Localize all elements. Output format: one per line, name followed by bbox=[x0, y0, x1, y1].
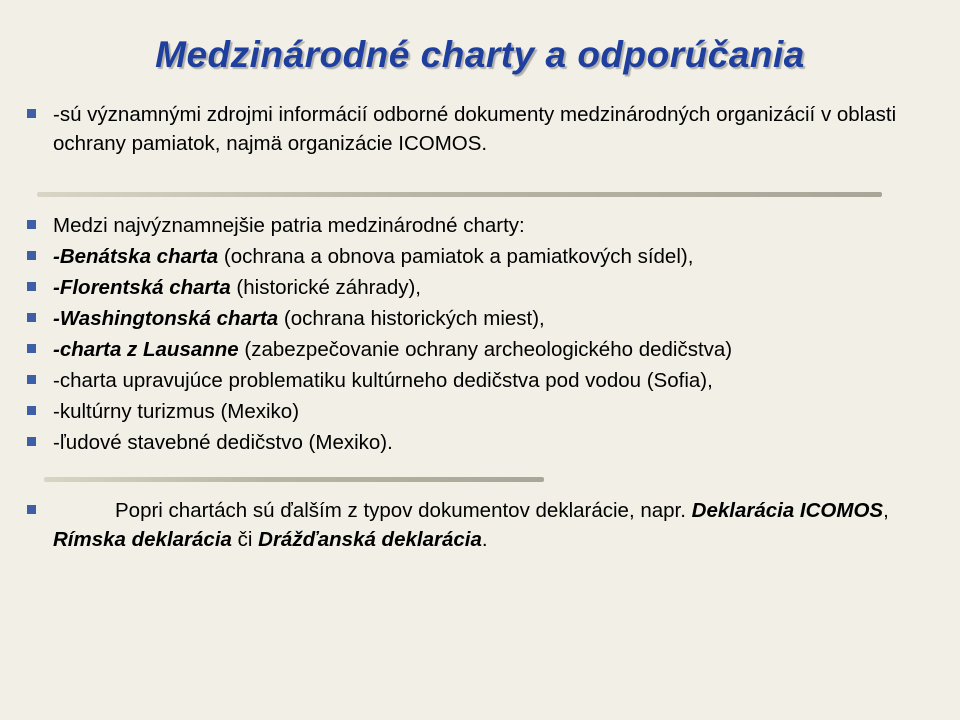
bullet-marker-icon bbox=[27, 344, 36, 353]
bullet-emphasis: -Florentská charta bbox=[53, 276, 231, 299]
spacer bbox=[22, 160, 938, 182]
list-item bbox=[22, 366, 938, 395]
bullet-text: -sú významnými zdrojmi informácií odborné dokumenty medzinárodných organizácií v oblasti ochrany pamiatok, najmä organizácie ICOMOS. bbox=[53, 103, 897, 155]
bullet-marker-icon bbox=[27, 109, 36, 118]
bullet-emphasis: -Washingtonská charta bbox=[53, 307, 279, 330]
slide-body bbox=[22, 100, 938, 556]
bullet-marker-icon bbox=[27, 313, 36, 322]
list-item bbox=[22, 273, 938, 302]
bullet-text bbox=[53, 335, 938, 364]
bullet-marker-icon bbox=[27, 220, 36, 229]
decl-part-2: , bbox=[883, 499, 889, 522]
bullet-marker-icon bbox=[27, 375, 36, 384]
list-item bbox=[22, 496, 938, 554]
bullet-marker-icon bbox=[27, 406, 36, 415]
bullet-marker-icon bbox=[27, 282, 36, 291]
bullet-text: Medzi najvýznamnejšie patria medzinárodné charty: bbox=[53, 214, 525, 237]
decl-part-0: Popri chartách sú ďalším z typov dokumentov deklarácie, napr. bbox=[115, 499, 692, 522]
bullet-rest: (ochrana historických miest), bbox=[278, 307, 545, 330]
bullet-text: -ľudové stavebné dedičstvo (Mexiko). bbox=[53, 431, 393, 454]
list-item bbox=[22, 211, 938, 240]
list-item bbox=[22, 397, 938, 426]
section-divider-bottom bbox=[44, 477, 544, 482]
bullet-text bbox=[53, 242, 938, 271]
decl-part-6: . bbox=[481, 528, 488, 551]
list-item bbox=[22, 304, 938, 333]
bullet-rest: (historické záhrady), bbox=[230, 276, 421, 299]
bullet-marker-icon bbox=[27, 505, 36, 514]
bullet-text: -charta upravujúce problematiku kultúrneho dedičstva pod vodou (Sofia), bbox=[53, 369, 713, 392]
bullet-text bbox=[53, 273, 938, 302]
bullet-rest: (zabezpečovanie ochrany archeologického dedičstva) bbox=[238, 338, 733, 361]
bullet-text-declarations bbox=[53, 496, 938, 554]
bullet-emphasis: -Benátska charta bbox=[53, 245, 219, 268]
spacer bbox=[22, 459, 938, 467]
bullet-rest: (ochrana a obnova pamiatok a pamiatkových sídel), bbox=[218, 245, 694, 268]
decl-part-3: Rímska deklarácia bbox=[53, 528, 232, 551]
list-item bbox=[22, 335, 938, 364]
bullet-emphasis: -charta z Lausanne bbox=[53, 338, 239, 361]
list-item bbox=[22, 100, 938, 158]
bullet-marker-icon bbox=[27, 251, 36, 260]
bullet-text bbox=[53, 304, 938, 333]
bullet-text: -kultúrny turizmus (Mexiko) bbox=[53, 400, 300, 423]
section-divider-top bbox=[37, 192, 882, 197]
list-item bbox=[22, 242, 938, 271]
page-title: Medzinárodné charty a odporúčania bbox=[155, 34, 805, 75]
decl-part-1: Deklarácia ICOMOS bbox=[691, 499, 884, 522]
bullet-marker-icon bbox=[27, 437, 36, 446]
list-item bbox=[22, 428, 938, 457]
decl-part-4: či bbox=[231, 528, 259, 551]
decl-part-5: Drážďanská deklarácia bbox=[258, 528, 482, 551]
